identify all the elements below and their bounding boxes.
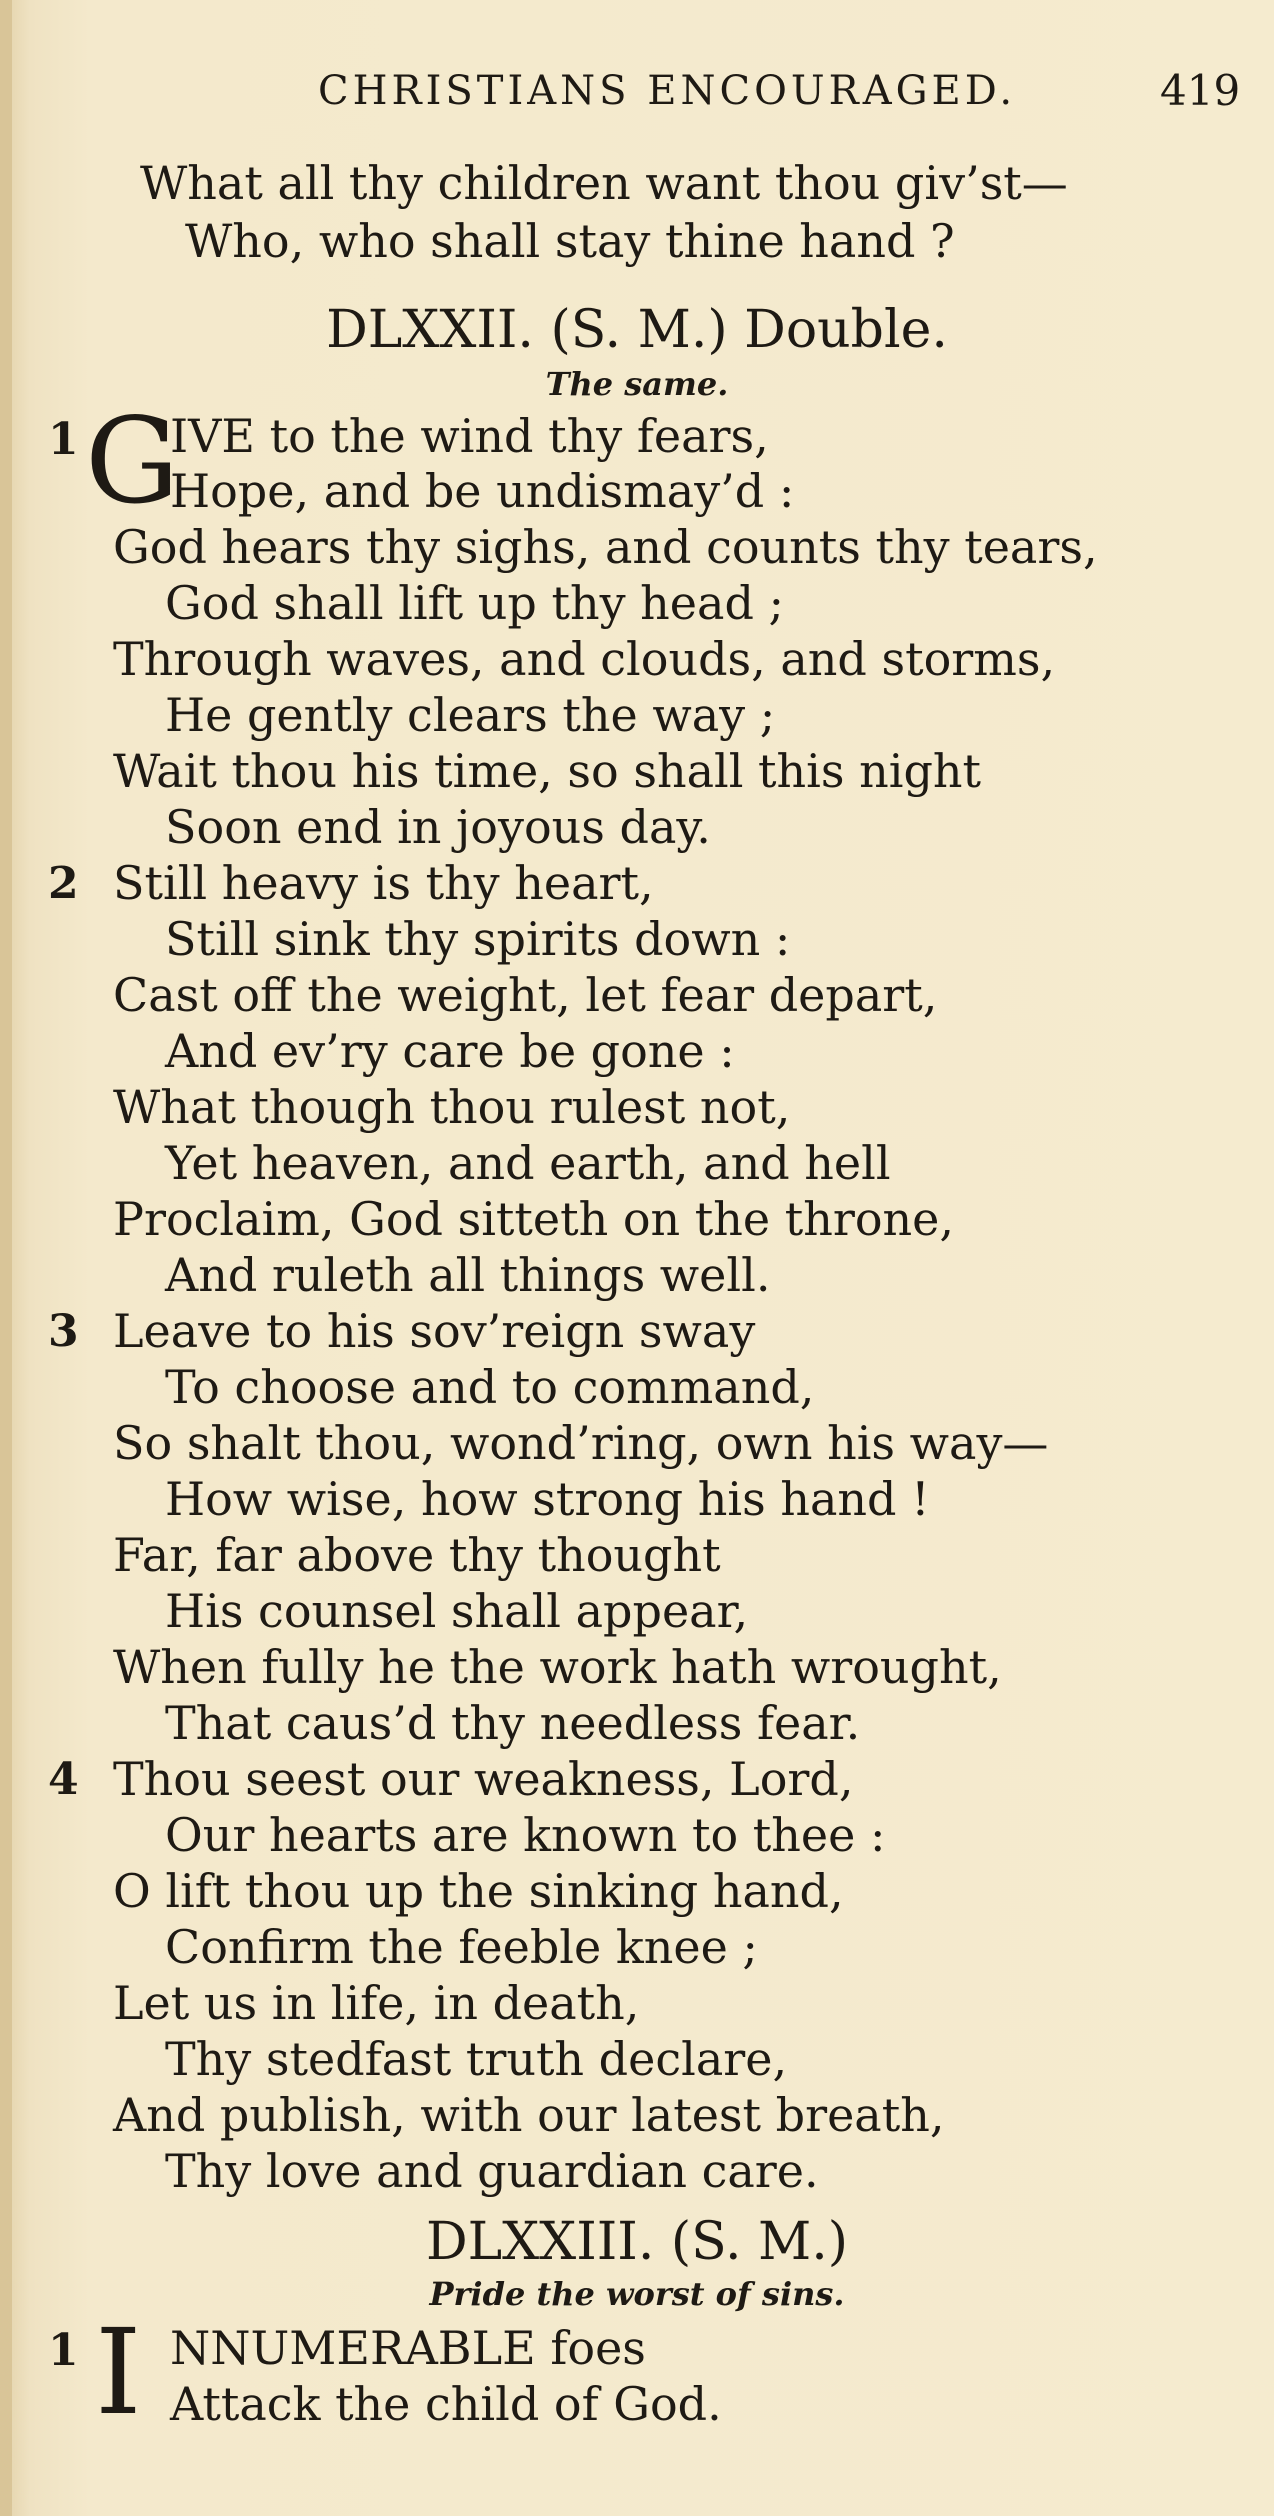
- verse-2-line-3: Cast off the weight, let fear depart,: [113, 968, 938, 1022]
- verse-2-line-5: What though thou rulest not,: [113, 1080, 791, 1134]
- verse-number: 1: [48, 2325, 79, 2376]
- carryover-line-2: Who, who shall stay thine hand ?: [185, 214, 955, 268]
- verse-1-line-4: God shall lift up thy head ;: [165, 576, 785, 630]
- hymn-572-subtitle: The same.: [545, 365, 729, 403]
- carryover-line-1: What all thy children want thou giv’st—: [140, 156, 1068, 210]
- verse-1-line-8: Soon end in joyous day.: [165, 800, 711, 854]
- verse-4-line-7: And publish, with our latest breath,: [113, 2088, 945, 2142]
- verse-3-line-3: So shalt thou, wond’ring, own his way—: [113, 1416, 1049, 1470]
- verse-3-line-6: His counsel shall appear,: [165, 1584, 749, 1638]
- verse-number: 3: [48, 1306, 79, 1357]
- page-number: 419: [1160, 66, 1241, 115]
- verse-number: 1: [48, 414, 79, 465]
- verse-4-line-2: Our hearts are known to thee :: [165, 1808, 886, 1862]
- verse-2-line-2: Still sink thy spirits down :: [165, 912, 791, 966]
- hymn-573-number: DLXXIII. (S. M.): [425, 2212, 849, 2272]
- verse-1-line-2: Attack the child of God.: [170, 2377, 722, 2431]
- verse-1-line-1: IVE to the wind thy fears,: [170, 409, 769, 463]
- verse-3-line-2: To choose and to command,: [165, 1360, 815, 1414]
- verse-4-line-6: Thy stedfast truth declare,: [165, 2032, 788, 2086]
- verse-1-line-2: Hope, and be undismay’d :: [170, 464, 795, 518]
- verse-number: 4: [48, 1754, 79, 1805]
- verse-4-line-8: Thy love and guardian care.: [165, 2144, 819, 2198]
- verse-number: 2: [48, 858, 79, 909]
- verse-2-line-1: Still heavy is thy heart,: [113, 856, 654, 910]
- verse-3-line-8: That caus’d thy needless fear.: [165, 1696, 861, 1750]
- verse-2-line-6: Yet heaven, and earth, and hell: [165, 1136, 891, 1190]
- verse-3-line-7: When fully he the work hath wrought,: [113, 1640, 1002, 1694]
- verse-2-line-4: And ev’ry care be gone :: [165, 1024, 735, 1078]
- verse-2-line-7: Proclaim, God sitteth on the throne,: [113, 1192, 955, 1246]
- hymn-573-subtitle: Pride the worst of sins.: [429, 2275, 845, 2313]
- verse-1-line-5: Through waves, and clouds, and storms,: [113, 632, 1056, 686]
- verse-3-line-5: Far, far above thy thought: [113, 1528, 721, 1582]
- verse-1-line-6: He gently clears the way ;: [165, 688, 776, 742]
- verse-3-line-1: Leave to his sov’reign sway: [113, 1304, 756, 1358]
- hymn-572-number: DLXXII. (S. M.) Double.: [326, 300, 948, 360]
- page-header: [0, 68, 1274, 128]
- verse-4-line-5: Let us in life, in death,: [113, 1976, 640, 2030]
- verse-4-line-1: Thou seest our weakness, Lord,: [113, 1752, 854, 1806]
- verse-4-line-3: O lift thou up the sinking hand,: [113, 1864, 844, 1918]
- drop-cap: I: [95, 2303, 142, 2441]
- drop-cap: G: [85, 392, 180, 530]
- verse-4-line-4: Confirm the feeble knee ;: [165, 1920, 758, 1974]
- verse-1-line-7: Wait thou his time, so shall this night: [113, 744, 982, 798]
- verse-3-line-4: How wise, how strong his hand !: [165, 1472, 930, 1526]
- verse-2-line-8: And ruleth all things well.: [165, 1248, 771, 1302]
- verse-1-line-3: God hears thy sighs, and counts thy tears,: [113, 520, 1098, 574]
- verse-1-line-1: NNUMERABLE foes: [170, 2321, 646, 2375]
- running-head: CHRISTIANS ENCOURAGED.: [318, 68, 1017, 114]
